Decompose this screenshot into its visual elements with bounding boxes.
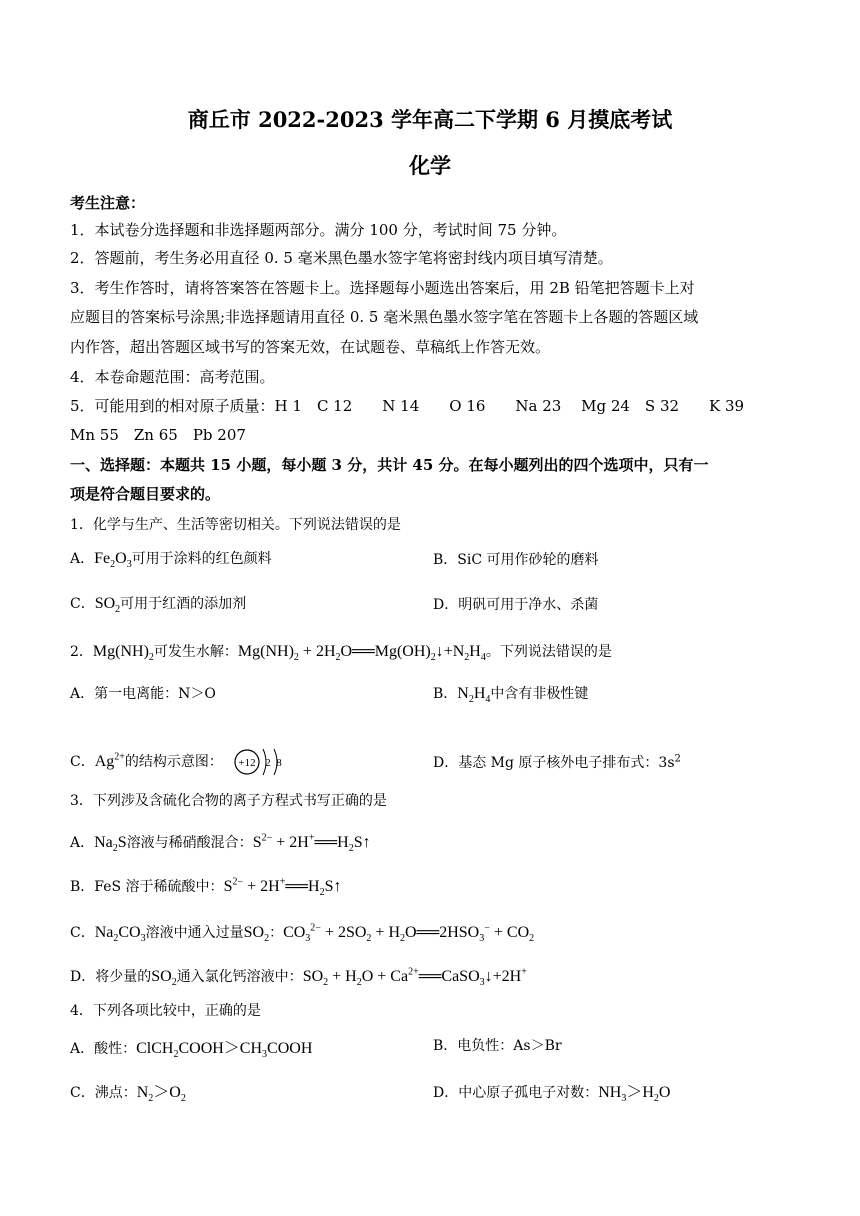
notice-item-2: 2．答题前，考生务必用直径 0. 5 毫米黑色墨水签字笔将密封线内项目填写清楚。 [70, 249, 613, 267]
question-1-option-a [70, 548, 272, 570]
notice-item-5-line1: 5．可能用到的相对原子质量：H 1 C 12 N 14 O 16 Na 23 Mg 24 S 32 K 39 [70, 397, 745, 415]
equation-3c: $CO_3^{2-} + 2SO_2$ + $H_2O══2HSO_3^- + CO_2$ [283, 922, 535, 945]
option-a-label: A． [70, 551, 95, 567]
question-2-stem: 2．$Mg(NH)_2$可发生水解：$Mg(NH)_2$ + $2H_2O══Mg(OH)_2↓+N_2H_4$。下列说法错误的是 [70, 643, 612, 664]
comparison-4a: $ClCH_2COOH>CH_3COOH$ [136, 1040, 313, 1061]
option-a-text: 可用于涂料的红色颜料 [131, 551, 272, 567]
question-3-option-d: D．将少量的$SO_2$通入氯化钙溶液中：$SO_2 + H_2O$ + $Ca^{2+}══CaSO_3↓+2H^+$ [70, 966, 527, 989]
question-3-option-a: A．$Na_2S$溶液与稀硝酸混合：$S^{2-}$ + $2H^+══H_2S↑$ [70, 832, 371, 855]
question-4-stem: 4．下列各项比较中，正确的是 [70, 1003, 261, 1019]
question-1-option-c [70, 593, 246, 615]
question-1-option-d: D．明矾可用于净水、杀菌 [433, 597, 599, 613]
question-2-option-c [70, 745, 291, 779]
question-3-option-c: C．$Na_2CO_3$溶液中通入过量$SO_2$：$CO_3^{2-} + 2SO_2$ + $H_2O══2HSO_3^- + CO_2$ [70, 922, 535, 945]
section-heading-line2: 项是符合题目要求的。 [70, 485, 221, 503]
question-2-stem-mid: 可发生水解： [153, 644, 238, 660]
notice-item-3-line1: 3．考生作答时，请将答案答在答题卡上。选择题每小题选出答案后，用 2B 铅笔把答题卡上对 [70, 279, 695, 297]
option-c-label: C．沸点： [70, 1085, 137, 1101]
question-4-option-c [70, 1079, 186, 1104]
option-c-text: 的结构示意图： [124, 754, 223, 770]
question-2-option-b [433, 683, 588, 705]
option-c-text: 可用于红酒的添加剂 [120, 596, 247, 612]
question-2-option-d: D．基态 Mg 原子核外电子排布式：$3s^2$ [433, 753, 681, 771]
comparison-4d: $NH_3>H_2O$ [598, 1084, 671, 1105]
notice-item-3-line3: 内作答，超出答题区域书写的答案无效，在试题卷、草稿纸上作答无效。 [70, 338, 551, 356]
equation-3b: $S^{2-}$ + $2H^+══H_2S↑$ [223, 876, 342, 899]
notice-heading: 考生注意： [70, 194, 146, 212]
option-c-label: C． [70, 596, 95, 612]
formula-fe2o3: $Fe_2O_3$ [94, 550, 132, 571]
question-1-option-b: B．SiC 可用作砂轮的磨料 [433, 552, 599, 568]
notice-item-3-line2: 应题目的答案标号涂黑;非选择题请用直径 0. 5 毫米黑色墨水签字笔在答题卡上各题的答题区域 [70, 308, 699, 326]
option-d-mid: 通入氯化钙溶液中： [176, 969, 303, 985]
atom-shell-2-count: 8 [276, 757, 283, 769]
question-3-stem: 3．下列涉及含硫化合物的离子方程式书写正确的是 [70, 793, 387, 809]
question-4-option-b: B．电负性：As＞Br [433, 1038, 562, 1054]
exam-title: 商丘市 2022-2023 学年高二下学期 6 月摸底考试 [187, 107, 673, 132]
option-d-label: D．中心原子孤电子对数： [433, 1085, 599, 1101]
equation-3a: $S^{2-}$ + $2H^+══H_2S↑$ [252, 832, 371, 855]
question-1-stem: 1．化学与生产、生活等密切相关。下列说法错误的是 [70, 517, 401, 533]
notice-item-5-line2: Mn 55 Zn 65 Pb 207 [70, 426, 246, 444]
comparison-4c: $N_2>O_2$ [136, 1084, 186, 1105]
notice-item-1: 1．本试卷分选择题和非选择题两部分。满分 100 分，考试时间 75 分钟。 [70, 221, 567, 239]
option-a-label: A．酸性： [70, 1041, 137, 1057]
formula-mgnh2: $Mg(NH)_2$ [92, 643, 154, 664]
option-d-text: D．基态 Mg 原子核外电子排布式：3s [433, 755, 675, 771]
atom-shell-1-count: 2 [265, 757, 272, 769]
question-3-option-b [70, 876, 341, 898]
question-2-option-a: A．第一电离能：N＞O [70, 686, 216, 702]
option-c-label: C． [70, 754, 95, 770]
option-c-mid: 溶液中通入过量 [145, 925, 244, 941]
question-2-stem-tail: 。下列说法错误的是 [485, 644, 612, 660]
option-a-mid: 溶液与稀硝酸混合： [126, 835, 253, 851]
option-b-label: B． [433, 686, 458, 702]
section-heading-line1: 一、选择题：本题共 15 小题，每小题 3 分，共计 45 分。在每小题列出的四个选项中，只有一 [70, 456, 709, 474]
equation-3d: $SO_2 + H_2O$ + $Ca^{2+}══CaSO_3↓+2H^+$ [302, 966, 527, 989]
subject-title: 化学 [409, 153, 451, 178]
option-b-text: 中含有非极性键 [490, 686, 589, 702]
atom-nucleus-charge: +12 [238, 757, 256, 769]
option-a-label: A． [70, 835, 95, 851]
equation-hydrolysis: $Mg(NH)_2$ + $2H_2O══Mg(OH)_2↓+N_2H_4$ [237, 643, 486, 664]
formula-n2h4: $N_2H_4$ [457, 685, 491, 706]
notice-item-4: 4．本卷命题范围：高考范围。 [70, 368, 275, 386]
option-c-label: C． [70, 925, 95, 941]
option-b-label: B．FeS 溶于稀硫酸中： [70, 879, 224, 895]
option-d-label: D．将少量的 [70, 969, 152, 985]
atom-structure-diagram [231, 745, 291, 779]
formula-ag2plus: $Ag^{2+}$ [94, 751, 125, 770]
formula-so2: $SO_2$ [94, 595, 121, 616]
question-4-option-d [433, 1079, 670, 1104]
question-4-option-a [70, 1035, 312, 1060]
